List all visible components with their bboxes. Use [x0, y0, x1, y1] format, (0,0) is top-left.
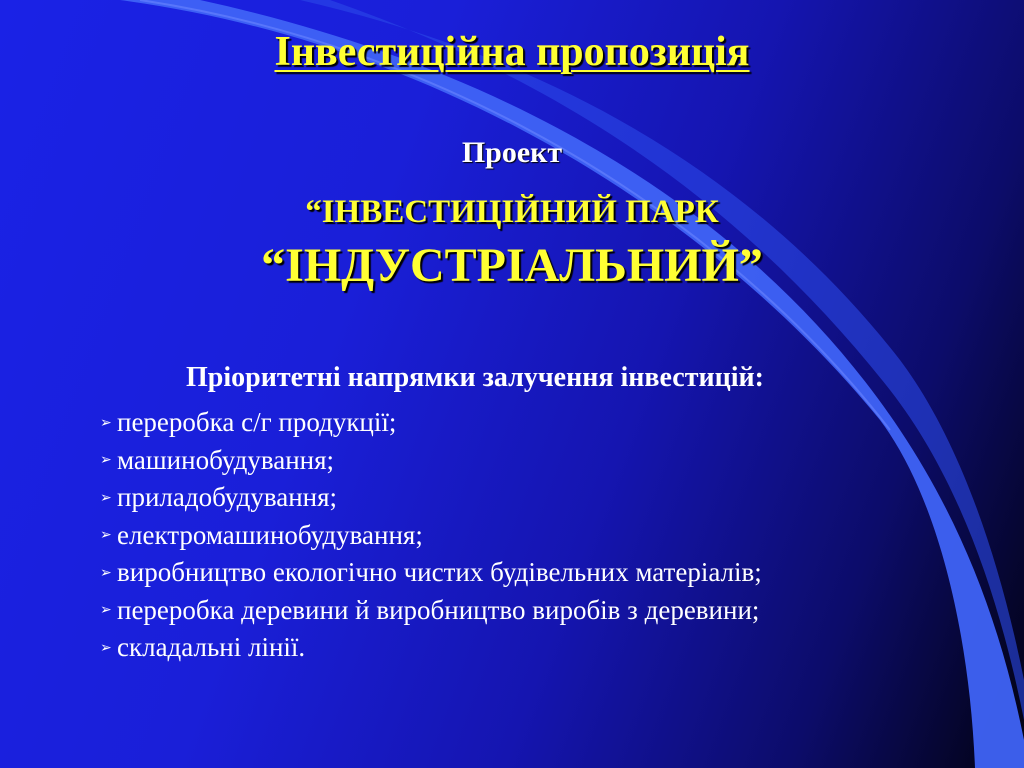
- project-name-line2: “ІНДУСТРІАЛЬНИЙ”: [261, 239, 763, 292]
- arrow-bullet-icon: ➢: [100, 489, 112, 506]
- list-item: [100, 592, 762, 630]
- list-item-text: переробка деревини й виробництво виробів з деревини;: [117, 594, 760, 625]
- list-item-text: електромашинобудування;: [117, 519, 423, 550]
- list-item: [100, 442, 762, 480]
- project-name-line1: “ІНВЕСТИЦІЙНИЙ ПАРК: [305, 194, 719, 230]
- list-item: [100, 517, 762, 555]
- list-item-text: приладобудування;: [117, 482, 338, 513]
- priorities-heading: Пріоритетні напрямки залучення інвестицій:: [186, 362, 764, 393]
- slide-title: Інвестиційна пропозиція: [274, 29, 750, 75]
- priorities-list: [100, 404, 762, 667]
- list-item-text: машинобудування;: [117, 444, 335, 475]
- arrow-bullet-icon: ➢: [100, 602, 112, 619]
- list-item: [100, 554, 762, 592]
- project-label: Проект: [461, 136, 563, 169]
- list-item: [100, 629, 762, 667]
- list-item: [100, 479, 762, 517]
- arrow-bullet-icon: ➢: [100, 639, 112, 656]
- arrow-bullet-icon: ➢: [100, 564, 112, 581]
- arrow-bullet-icon: ➢: [100, 414, 112, 431]
- list-item-text: складальні лінії.: [117, 632, 306, 663]
- list-item-text: переробка с/г продукції;: [117, 407, 397, 438]
- arrow-bullet-icon: ➢: [100, 527, 112, 544]
- arrow-bullet-icon: ➢: [100, 452, 112, 469]
- list-item-text: виробництво екологічно чистих будівельних матеріалів;: [117, 557, 762, 588]
- list-item: [100, 404, 762, 442]
